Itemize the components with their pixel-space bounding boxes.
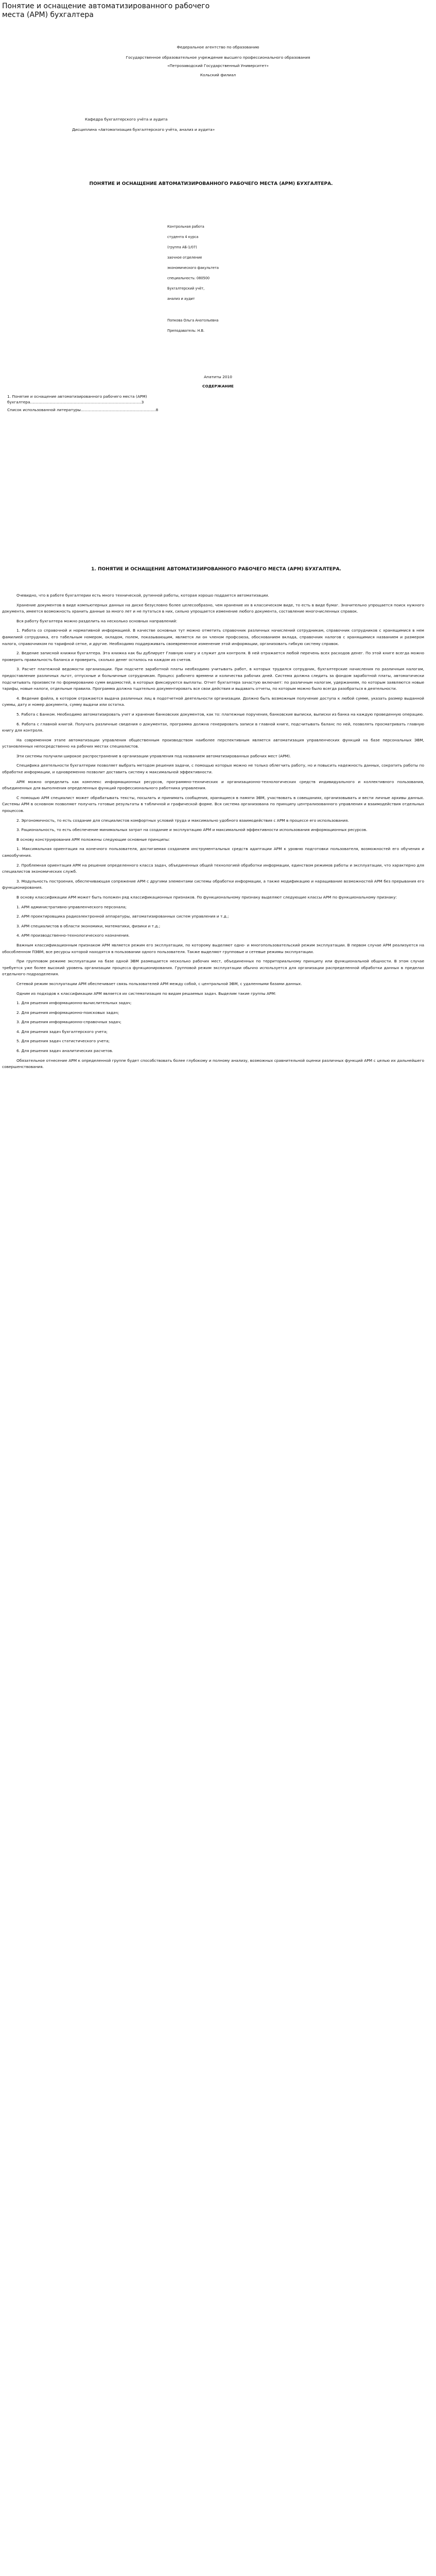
toc-list <box>7 394 223 413</box>
meta-line: (группа АБ-1/07) <box>167 245 197 249</box>
section-paragraph: Сетевой режим эксплуатации АРМ обеспечивает связь пользователей АРМ между собой, с центральной ЭВМ, с удаленными базами данных. <box>16 981 302 986</box>
section-paragraph: 4. АРМ производственно-технологического назначения. <box>16 933 130 938</box>
section-paragraph: На современном этапе автоматизации управления общественным производством наиболее перспективным является автоматизация управленческих функций на базе персональных ЭВМ, установленных непосредственно на рабочих местах специалистов. <box>2 737 424 749</box>
section-paragraph: Очевидно, что в работе бухгалтерии есть много технической, рутинной работы, которая хорошо поддается автоматизации. <box>16 593 269 598</box>
section-paragraph: Эти системы получили широкое распространение в организации управления под названием автоматизированных рабочих мест (АРМ). <box>16 753 291 758</box>
section-paragraph: 2. Ведение записной книжки бухгалтера. Эта книжка как бы дублирует Главную книгу и служит для контроля. В ней отражается любой перечень всех расходов денег. По этой книге всегда можно проверить правильность баланса и проверить, сколько денег осталось на каждом из счетов. <box>2 651 424 662</box>
section-paragraph: Обязательное отнесение АРМ к определенной группе будет способствовать более глубокому и полному анализу, возможных сравнительной оценки различных функций АРМ с целью их дальнейшего совершенствования. <box>2 1058 424 1070</box>
discipline-line: Дисциплина «Автоматизация бухгалтерского учёта, анализ и аудита» <box>72 127 215 132</box>
section-heading: 1. ПОНЯТИЕ И ОСНАЩЕНИЕ АВТОМАТИЗИРОВАННОГО РАБОЧЕГО МЕСТА (АРМ) БУХГАЛТЕРА. <box>91 567 341 572</box>
section-paragraph: 2. АРМ проектировщика радиоэлектронной аппаратуры, автоматизированных систем управления и т.д.; <box>16 914 229 919</box>
section-paragraph: 3. Рациональность, то есть обеспечение минимальных затрат на создание и эксплуатацию АРМ и максимальной эффективности использования информационных ресурсов. <box>16 827 368 833</box>
section-paragraph: Вся работу бухгалтера можно разделить на несколько основных направлений: <box>16 618 178 623</box>
meta-block <box>167 222 270 304</box>
section-paragraph: 1. Максимальная ориентация на конечного пользователя, достигаемая созданием инструментальных средств адаптации АРМ к уровню подготовки пользователя, возможностей его обучения и самообучения. <box>2 846 424 858</box>
section-paragraph: 3. Модульность построения, обеспечивающая сопряжение АРМ с другими элементами системы обработки информации, а также модификацию и наращивание возможностей АРМ без прерывания его функционирования. <box>2 878 424 890</box>
section-paragraph: При групповом режиме эксплуатации на базе одной ЭВМ размещается несколько рабочих мест, объединенных по территориальному принципу или функциональной общности. В этом случае требуется уже более высокий уровень организации процесса функционирования. Групповой режим эксплуатации обычно используется для организации распределенной обработки данных в пределах отдельного подразделения. <box>2 959 424 977</box>
section-paragraph: 5. Для решения задач статистического учета; <box>16 1039 110 1044</box>
university-line: «Петрозаводский Государственный Университет» <box>167 63 269 68</box>
meta-line: студента 4 курса <box>167 235 199 239</box>
section-paragraph: 3. АРМ специалистов в области экономики, математики, физики и т.д.; <box>16 923 161 928</box>
section-paragraph: Одним из подходов к классификации АРМ является их систематизация по видам решаемых задач. Выделим такие группы АРМ: <box>16 991 276 996</box>
meta-line: Контрольная работа <box>167 225 204 229</box>
work-title: ПОНЯТИЕ И ОСНАЩЕНИЕ АВТОМАТИЗИРОВАННОГО РАБОЧЕГО МЕСТА (АРМ) БУХГАЛТЕРА. <box>89 181 333 187</box>
meta-line: заочное отделение <box>167 256 202 260</box>
section-paragraph: С помощью АРМ специалист может обрабатывать тексты, посылать и принимать сообщения, хранящиеся в памяти ЭВМ, участвовать в совещаниях, организовывать и вести личные архивы данных. Системы АРМ в основном позволяют получать готовые результаты в табличной и графической форме. Вся система организована по принципу централизованного управления и взаимодействия отдельных процессов. <box>2 795 424 814</box>
agency-line: Федеральное агентство по образованию <box>177 45 259 49</box>
section-paragraph: 1. Работа со справочной и нормативной информацией. В качестве основных тут можно отметить справочник различных начислений сотрудникам, справочник сотрудников с хранящимися в нем фамилией сотрудника, его табельным номером, окладом, полем, показывающим, является ли он членом профсоюза, обоснованием вклада, справочник налогов с хранящимися названием и размером налога, справочником по тарифной сетке, и другие. Необходимо поддерживать своевременное изменение этой информации, организовать гибкую систему справок. <box>2 628 424 646</box>
section-body <box>2 592 424 1074</box>
section-paragraph: В основу конструирования АРМ положены следующие основные принципы: <box>16 837 170 842</box>
meta-line: специальность: 080500 <box>167 276 210 280</box>
section-paragraph: 4. Для решения задач бухгалтерского учета; <box>16 1029 108 1034</box>
section-paragraph: 2. Проблемная ориентация АРМ на решение определенного класса задач, объединенных общей технологией обработки информации, единством режимов работы и эксплуатации, что характерно для специалистов экономических служб. <box>2 862 424 874</box>
meta-line: экономического факультета <box>167 266 219 270</box>
section-paragraph: Хранение документов в виде компьютерных данных на диске безусловно более целесообразно, чем хранение их в классическом виде, то есть в виде бумаг. Значительно упрощается поиск нужного документа, имеется возможность хранить данные за много лет и не путаться в них, сильно упрощается изменение любого документа, составление многочисленных справок. <box>2 602 424 614</box>
department-line: Кафедра бухгалтерского учёта и аудита <box>85 117 168 122</box>
meta-line: анализ и аудит <box>167 297 195 301</box>
section-paragraph: 4. Ведение файла, в котором отражаются выдача различных лиц в подотчетной деятельности организации. Должно быть возможным получение доступа к любой сумме, указать размер выданной суммы, дату и номер документа, сумму выдачи или остатка. <box>2 696 424 707</box>
section-paragraph: 1. АРМ административно-управленческого персонала; <box>16 904 127 909</box>
document-title: Понятие и оснащение автоматизированного рабочего места (АРМ) бухгалтера <box>2 2 210 19</box>
section-paragraph: АРМ можно определить как комплекс информационных ресурсов, программно-технических и организационно-технологических средств индивидуального и коллективного пользования, объединенных для выполнения определенных функций профессионального работника управления. <box>2 779 424 791</box>
section-paragraph: Важным классификационным признаком АРМ является режим его эксплуатации, по которому выделяют одно- и многопользовательский режим эксплуатации. В первом случае АРМ реализуется на обособленном ПЭВМ, все ресурсы которой находятся в пользовании одного пользователя. Также выделяют групповые и сетевые режимы эксплуатации. <box>2 942 424 954</box>
section-paragraph: 3. Для решения информационно-справочных задач; <box>16 1020 121 1025</box>
section-paragraph: 6. Работа с главной книгой. Получать различные сведения о документах, программа должна генерировать записи в главной книге, подсчитывать баланс по ней, позволять просматривать главную книгу для контроля. <box>2 721 424 733</box>
toc-item: 1. Понятие и оснащение автоматизированного рабочего места (АРМ) бухгалтера............................................................................................3 <box>7 394 147 404</box>
author-line: Попкова Ольга Анатольевна <box>167 318 219 323</box>
branch-line: Кольский филиал <box>200 73 236 77</box>
toc-item: Список использованной литературы..............................................................8 <box>7 408 159 412</box>
section-paragraph: 2. Эргономичность, то есть создание для специалистов комфортных условий труда и максимально удобного взаимодействия с АРМ в процессе его использования. <box>16 818 349 823</box>
institution-line: Государственное образовательное учреждение высшего профессионального образования <box>126 55 310 60</box>
section-paragraph: 6. Для решения задач аналитических расчетов. <box>16 1048 113 1054</box>
section-paragraph: 3. Расчет платежной ведомости организации. При подсчете заработной платы необходимо учитывать работ, в которых трудился сотрудник, бухгалтерские начисления по различным налогам, предоставление различных льгот, отпускные и больничные сотрудникам. Процесс рабочего времени и количества рабочих дней. Система должна следить за фондом заработной платы, автоматически подсчитывать произвести по формированию сумм ведомостей, в которых фиксируются выплаты. Отчет бухгалтера зачастую включает: по различным налогам, удержаниям, по которым заявляются новые тарифы, новые налоги, отдельные правила. Программа должна тщательно документировать все свои действия и выдавать отчеты, по которым можно было всегда разобраться в деятельности. <box>2 667 424 691</box>
toc-heading: СОДЕРЖАНИЕ <box>202 384 234 388</box>
section-paragraph: 2. Для решения информационно-поисковых задач; <box>16 1010 119 1015</box>
city-year: Апатиты 2010 <box>204 375 232 379</box>
section-paragraph: В основу классификации АРМ может быть положен ряд классификационных признаков. По функциональному признаку выделяют следующие классы АРМ по функциональному признаку: <box>16 894 397 900</box>
section-paragraph: 1. Для решения информационно-вычислительных задач; <box>16 1001 132 1006</box>
section-paragraph: 5. Работа с Банком. Необходимо автоматизировать учет и хранение банковских документов, как то: платежные поручения, банковские выписки, выписки из банка на каждую проведенную операцию. <box>16 711 424 717</box>
teacher-line: Преподаватель: Н.В. <box>167 329 205 333</box>
meta-line: Бухгалтерский учёт, <box>167 286 205 291</box>
section-paragraph: Специфика деятельности бухгалтерии позволяет выбрать методом решения задачи, с помощью которых можно не только облегчить работу, но и повысить надежность данных, сократить работы по обработке информации, и одновременно позволит доставить систему к максимальной эффективности. <box>2 763 424 775</box>
